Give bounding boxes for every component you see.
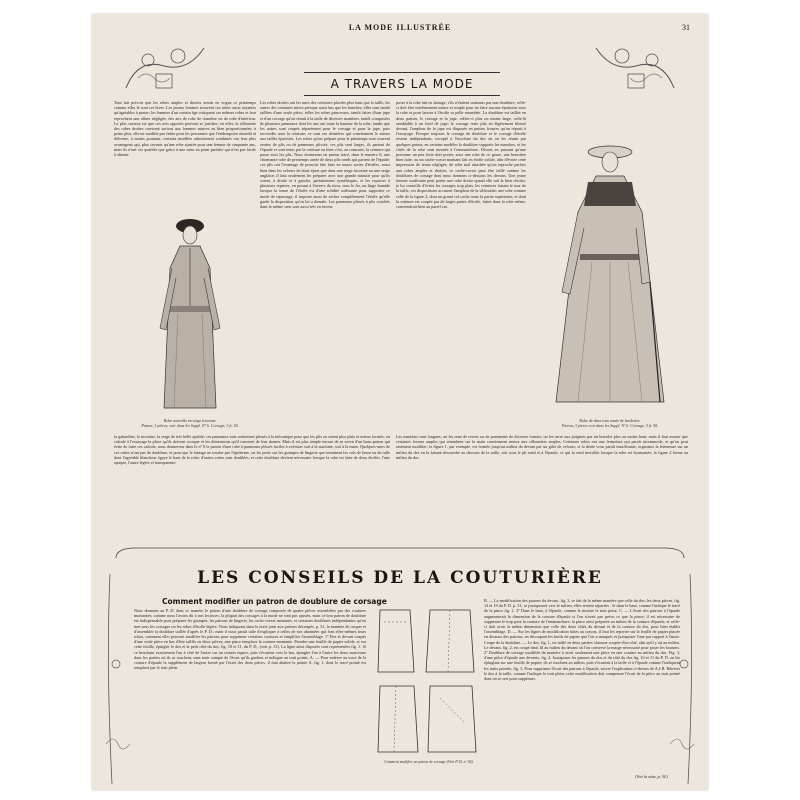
article-column-bottom: la gabardine, la tricotine, la serge de très belle qualité; ces panneaux sont seulement plissés à la mécanique pour que les plis en soient plus plats et mieux formés; on calcule à l'essayage la place qu'ils doivent occuper et les dimensions qu'il convient de leur donner. Mais il est plus simple encore de se servir d'un beau patron qui évite de faire ces calculs; nous donnerons dans le nº 6 le patron d'une robe à panneaux plissés faciles à exécuter soit à la machine, soit à la main. Quelques-unes de ces robes n'ont pas de doublure, et pour que le lainage ne touche pas l'épiderme, on les porte sur les guimpes de lingerie que terminent les cols de linon ou de tulle dont l'agréable blancheur égaye le haut de la robe; d'autres robes sont doublées, et cette doublure devient nécessaire lorsque la robe est faite de deux étoffes, l'une opaque, l'autre légère et transparente. — [114, 434, 390, 466]
pattern-caption: Comment modifier un patron de corsage (Voir P. D. nº 56). — [384, 760, 474, 764]
conseils-right-column: B. — La modification des patrons du devant, fig. 3, se fait de la même manière que celle du dos; les deux pièces, fig. 13 et 19 du P. D. p. 31, se juxtaposent vers le milieu; elles restent séparées : le dans le haut, comme l'indique le tracé de la pince fig. 2. 3º Dans le haut, à l'épaule, comme le montre le trait point. C. — L'écart des patrons à l'épaule augmenterait la dimension de la couture d'épaule si l'on n'avait pas prévu ce que la pince; il est nécessaire de supprimer le trop pour la couture de l'emmanchure; la pince ainsi préparée au milieu de la couture d'épaule, et celle-ci doit avoir la même dimension que celle des deux côtés du devant et de la couture du dos, pour bien établir l'assemblage. D. — Sur les lignes de modification faites au crayon, il faut les reporter sur la feuille de papier placée en dessous des patrons, en découpant les bords de papier que l'on a marqués et juxtaposer l'une par rapport à l'autre. Coupe de la doublure. — Le dos, fig. 1, est taillé en deux parties chacune coupée d'un côté, afin qu'il y ait au milieu. Le devant, fig. 2, est coupé droit fil au milieu du devant où l'on conserve la marge nécessaire pour poser les boutons. 2º Doublure de corsage modifiée de manière à avoir seulement une pièce en une couture au milieu du dos. Fig. 3, d'une pièce d'épaule aux devants, fig. 4. Juxtaposer les patrons du dos et du côté du dos fig. 10 et 11 du P. D. on les épinglant sur une feuille de papier; ils se touchent au milieu, puis s'écartent à la taille et à l'épaule comme l'indiquent les traits pointés, fig. 3. Pour supprimer l'écart des patrons à l'épaule, suivre l'explication ci-dessus de A à B. Rétrécir le dos à la taille, comme l'indique le trait plein; cette modification doit compenser l'écart de la pièce au trait pointé dont on se sert pour supprimer. — [484, 598, 680, 682]
figure-2-caption — [532, 418, 688, 428]
fashion-figure-2-illustration — [532, 132, 688, 418]
article-column-1: Tout fait prévoir que les robes amples et droites seront en vogue ce printemps comme elles le sont cet hiver. Les jeunes femmes trouvent ces robes aussi seyantes qu'agréables à porter; les femmes d'un certain âge critiquent ces mêmes robes et leur reprochent une allure négligée, des airs de robe de chambre ou de robe d'intérieur. Le plus curieux est que ces avis opposés peuvent se justifier; en effet, la silhouette des robes droites convient surtout aux femmes minces ou bien proportionnées; à peine plus, elle ne modifie pas faites pour les personnes que l'embonpoint alourdit et déforme, à moins pourtant, certains modèles adroitement combinés ont leur plus avantageux qui, plus seyants qu'une robe ajustée pour une femme de cinquante ans, mais ils n'ont ces qualités que grâce à une mise au point parfaite qui n'est pas facile à obtenir. — [114, 100, 256, 158]
article-column-3: poser à la robe fait en lainage, s'ils n'étaient soutenus par une doublure; celle-ci doit être extrêmement mince et souple pour ne faire aucune épaisseur sous la robe et pour laisser à l'étoffe sa pelle retombée. La doublure est taillée en deux parties, le corsage et la jupe, celles-ci plus ou moins large, celle-là semblable à un fond de jupe; le corsage reste plat en légèrement blousé devant, l'ampleur de la jupe est disposée en petites fronces qu'on réparti à l'essayage. Presque toujours le corsage de doublure et le corsage d'étoffe restent indépendants, excepté à l'encolure du dos où on les réunit par quelques points; en certains modèles la doublure supporte les manches, et les côtés de la robe sont montés à l'emmanchure. Disons en passant qu'une personne un peu forte doit porter, sous une robe de ce genre, une brassière bien faite, ou un cache-corset montant fait en étoffe solide, afin d'éviter cette impression de tenue négligée, de robe mal attachée qu'on reproche parfois aux robes amples et droites; ce cache-corset peut être taillé comme les doublures de corsage dont nous donnons ci-dessous les dessins. Une jeune femme souffrante peut porter une robe droite quand elle sait la bien choisir; je lui conseille d'éviter les corsages trop plats, les ceintures faisant le tour de la taille, ces dispositions accusent l'ampleur de la silhouette; une robe comme celle de la figure 2, dont un grand col cache toute la partie supérieure, et dont la ceinture est coupée par de larges pattes d'étoffe, fuites dans la robe même, conviendrait bien au pareil cas. — [396, 100, 526, 210]
figure-2-note: Patron, 3 pièces voir dans les Suppl. Nº 6. Corsage, 3 fr. 50. — [561, 423, 659, 428]
article-column-2: Les robes droites ont les unes des ceintures placées plus haut que la taille, les autres des ceintures mises presque aussi bas que les hanches; elles sont tantôt taillées d'une seule pièce, telles les robes princesses, tantôt faites d'une jupe et d'un corsage qu'on réunit à la taille de diverses manières, tantôt composées de plusieurs panneaux dont les uns ont toute la hauteur de la robe, tandis que les autres sont coupés séparément pour le corsage et pour la jupe, puis raccordés sous la ceinture; ce sont ces dernières qui conviennent le mieux aux tailles épaissies. Les robes qu'on prépare pour le printemps sont souvent ornées de plis ou de panneaux plissés; ces plis sont larges, ils partent de l'épaule et sont tenus par la ceinture ou bien c'est, au contraire, la ceinture qui passe sous les plis. Nous donnerons en patron tracé, dans le numéro 6, une charmante robe de printemps ornée de deux plis ronds qui partent de l'épaule; ces plis ont l'avantage de pouvoir être faits en toutes sortes d'étoffes, aussi bien dans les velours de laine épais que dans une serge tricotine ou une serge anglaise; il faut seulement les préparer avec une grande minutie pour qu'ils soient, à droite et à gauche, parfaitement symétriques, et les repasser à plusieurs reprises, en posant à l'envers du tissu, sous le fer, un linge humide lorsque la tenue de l'étoffe est d'une solidité suffisante pour supporter ce mode de repassage; il importe aussi de sécher complètement l'étoffe qu'elle garde la disposition qu'on lui a donnée. Les panneaux plissés à plis couchés dans le même sens sont aussi très en faveur. — [260, 100, 390, 210]
continued-note: (Voir la suite, p. 34.) — [635, 774, 668, 779]
floral-vignette-icon — [118, 38, 210, 92]
figure-1-title: Robe nouvelle en serge tricotine. — [163, 418, 217, 423]
figure-2-title: Robe de deux tons ornée de broderies. — [579, 418, 641, 423]
article-column-4: Les manches sont longues; on les orne de revers ou de parements de diverses formes; on les serre aux poignets par un bracelet plus ou moins haut; mais il faut avouer que certaines formes amples qui retombent sur la main conviennent mieux aux silhouettes amples. Certaines robes ont une fermeture qui paraît incommode, et qu'on peut aisément modifier; la figure 1, par exemple, est fermée jusqu'au milieu du devant par un gilet de velours; si la dente vous paraît insuffisante, organisez la fermeture sur un milieu du dos en la faisant descendre au dessous de la taille, soit sous le pli rond et à l'épaule, ce qui la rend invisible lorsque la robe est boutonnée; la figure 2 ferme au milieu du dos. — [396, 434, 688, 460]
article-title: A TRAVERS LA MODE — [304, 72, 500, 96]
article-column-2b — [260, 320, 390, 430]
running-title: LA MODE ILLUSTRÉE — [348, 23, 452, 32]
section-title: LES CONSEILS DE LA COUTURIÈRE — [197, 568, 603, 588]
magazine-page — [92, 14, 708, 790]
fashion-figure-1-illustration — [132, 208, 248, 418]
figure-1-note: Patron, 3 pièces, voir dans les Suppl. Nº 6. Corsage, 3 fr. 50. — [141, 423, 239, 428]
pattern-diagram-illustration — [374, 602, 480, 758]
conseils-left-column: Nous donnons au P. D. dans ce numéro le patron d'une doublure de corsage composée de quatre pièces assemblées par des coutures montantes; comme nous l'avons dit à nos lectrices, la plupart des corsages à la mode ne sont pas ajustés, mais ce bon patron de doublure est indispensable pour préparer les guimpes, les patrons de lingerie, les cache-corset montants, et certaines doublures indépendantes qu'on met sous les corsages ou les robes d'étoffe légère. Nous indiquons dans le texte joint aux patrons découpés, p. 51, la manière de couper et d'assembler la doublure taillée d'après le P. D.; mais il nous paraît utile d'expliquer à celles de nos abonnées qui font elles-mêmes leurs robes, comment elles peuvent modifier les patrons pour supprimer certaines coutures et simplifier l'assemblage. 1º Dos et devant coupés d'une seule pièce en bas d'être taillés en deux pièces; une pince remplace la couture montante. Prendre une feuille de papier solide, et sur cette feuille, épingler le dos et le petit côté du dos, fig. 10 et 11, du P. D., (voir p. 31). La ligne ainsi disposée sont représentées fig. 1. Si ce bouchant exactement l'un à côté de l'autre sur un certain espace, puis s'écartent vers le bas, épingler l'un à l'autre les deux morceaux dans les parties où ils se touchent, sans tenir compte de l'écart qu'ils gardent et indiquer au trait points. A. — Pour enlever au tracé de la couture d'épaule la supplément de largeur formé par l'écart des deux pièces, il faut abattre la pointe A, fig. 1, dont le tracé pointé est remplacé par le trait plein. — [134, 608, 366, 671]
floral-vignette-icon — [590, 38, 682, 92]
section-subtitle: Comment modifier un patron de doublure de corsage — [162, 597, 387, 606]
page-number: 31 — [682, 23, 690, 32]
figure-1-caption — [120, 418, 260, 428]
